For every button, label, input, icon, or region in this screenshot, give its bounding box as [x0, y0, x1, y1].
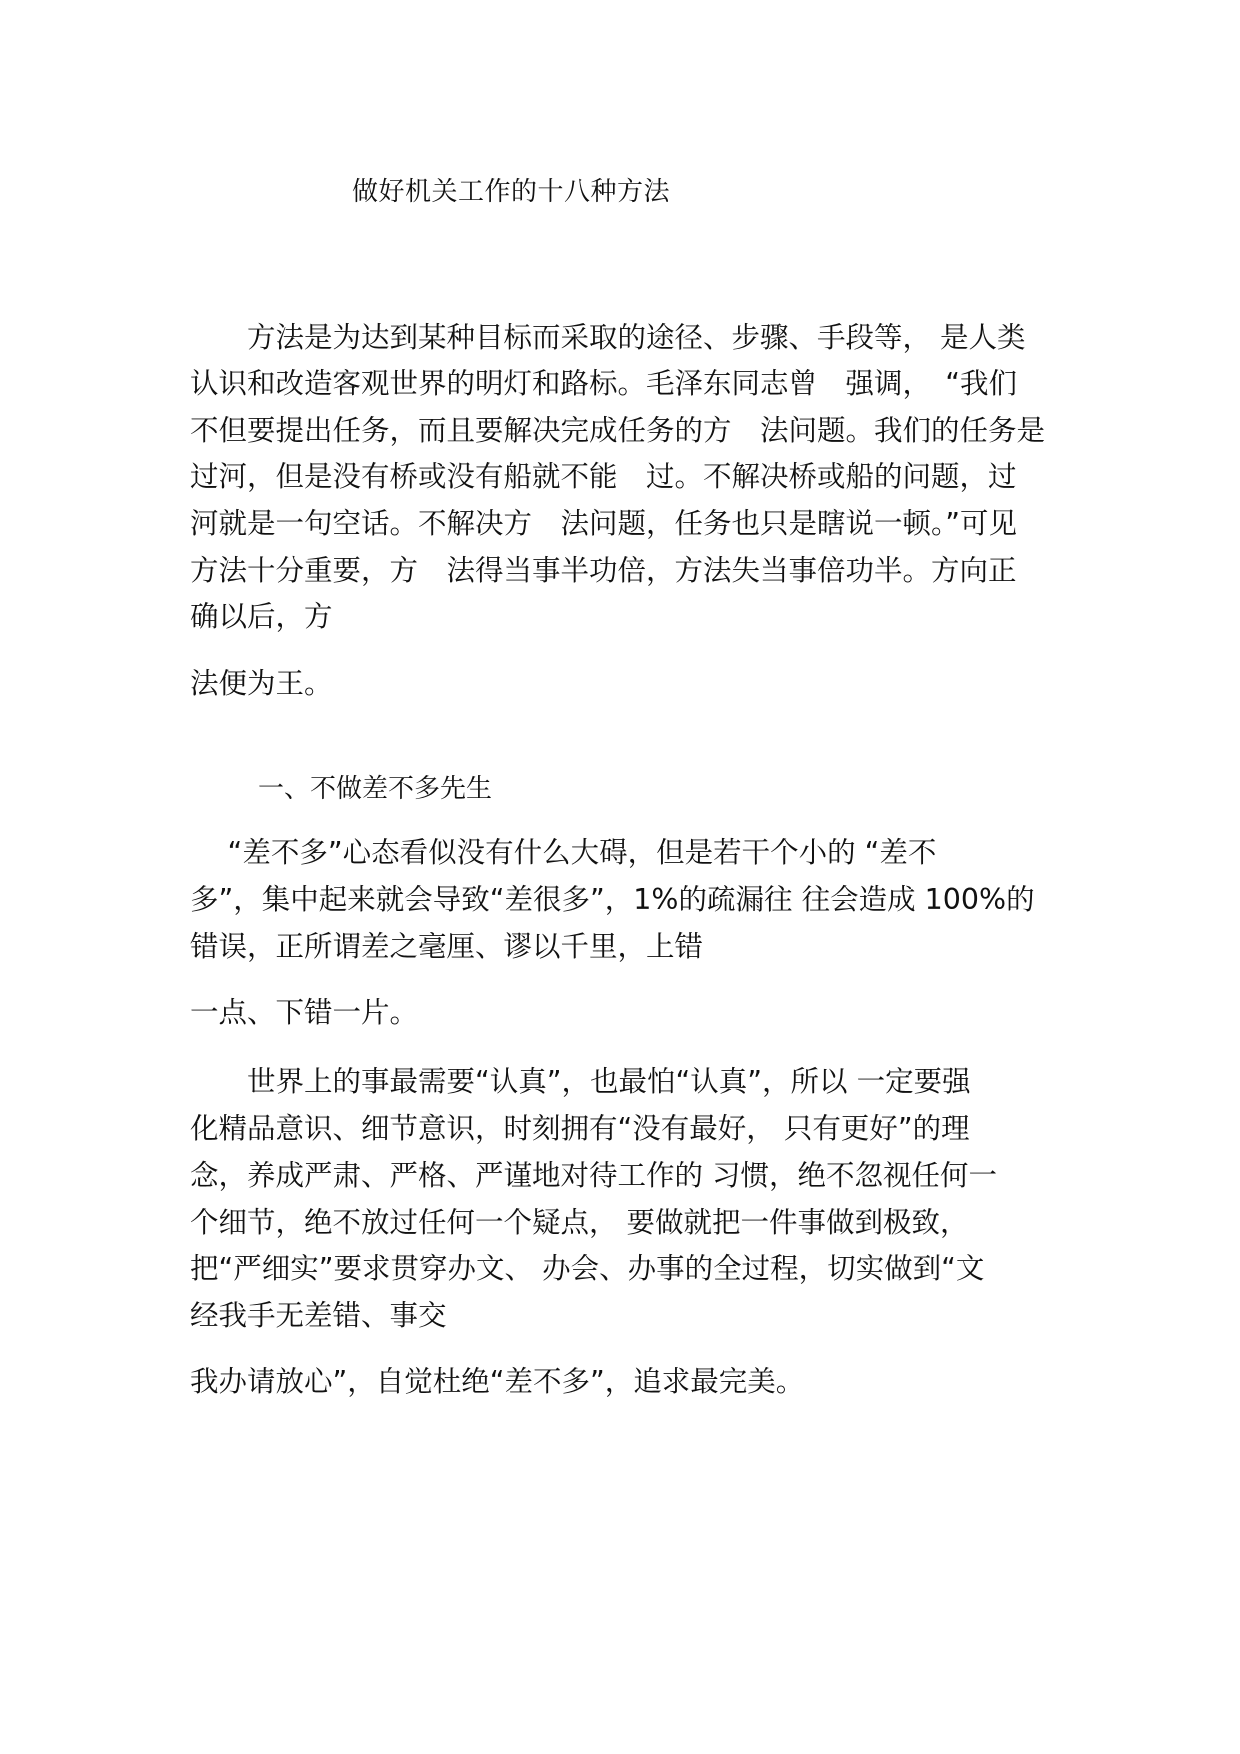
intro-line: 过河，但是没有桥或没有船就不能 过。不解决桥或船的问题，过 [190, 460, 1017, 493]
paragraph-line: 把“严细实”要求贯穿办文、 办会、办事的全过程，切实做到“文 [190, 1252, 985, 1285]
paragraph-line: 我办请放心”，自觉杜绝“差不多”，追求最完美。 [190, 1365, 805, 1398]
paragraph-line: 世界上的事最需要“认真”，也最怕“认真”，所以 一定要强 [190, 1065, 971, 1098]
paragraph-line: 经我手无差错、事交 [190, 1299, 447, 1332]
paragraph-line: 个细节，绝不放过任何一个疑点， 要做就把一件事做到极致， [190, 1206, 969, 1239]
paragraph-line: “差不多”心态看似没有什么大碍，但是若干个小的 “差不 [190, 836, 937, 869]
intro-line: 确以后，方 [190, 600, 333, 633]
intro-line: 认识和改造客观世界的明灯和路标。毛泽东同志曾 强调， “我们 [190, 367, 1018, 400]
section-heading: 一、不做差不多先生 [258, 774, 493, 804]
paragraph-line: 念，养成严肃、严格、严谨地对待工作的 习惯，绝不忽视任何一 [190, 1159, 998, 1192]
document-title: 做好机关工作的十八种方法 [352, 177, 671, 207]
paragraph-line: 错误，正所谓差之毫厘、谬以千里，上错 [190, 930, 704, 963]
paragraph-line: 化精品意识、细节意识，时刻拥有“没有最好， 只有更好”的理 [190, 1112, 970, 1145]
paragraph-line: 多”，集中起来就会导致“差很多”，1%的疏漏往 往会造成 100%的 [190, 883, 1035, 916]
intro-line: 河就是一句空话。不解决方 法问题，任务也只是瞎说一顿。”可见 [190, 507, 1018, 540]
paragraph-line: 一点、下错一片。 [190, 996, 419, 1029]
intro-line: 方法十分重要，方 法得当事半功倍，方法失当事倍功半。方向正 [190, 554, 1017, 587]
intro-line: 不但要提出任务，而且要解决完成任务的方 法问题。我们的任务是 [190, 414, 1046, 447]
intro-line: 法便为王。 [190, 667, 333, 700]
intro-line: 方法是为达到某种目标而采取的途径、步骤、手段等， 是人类 [190, 321, 1026, 354]
